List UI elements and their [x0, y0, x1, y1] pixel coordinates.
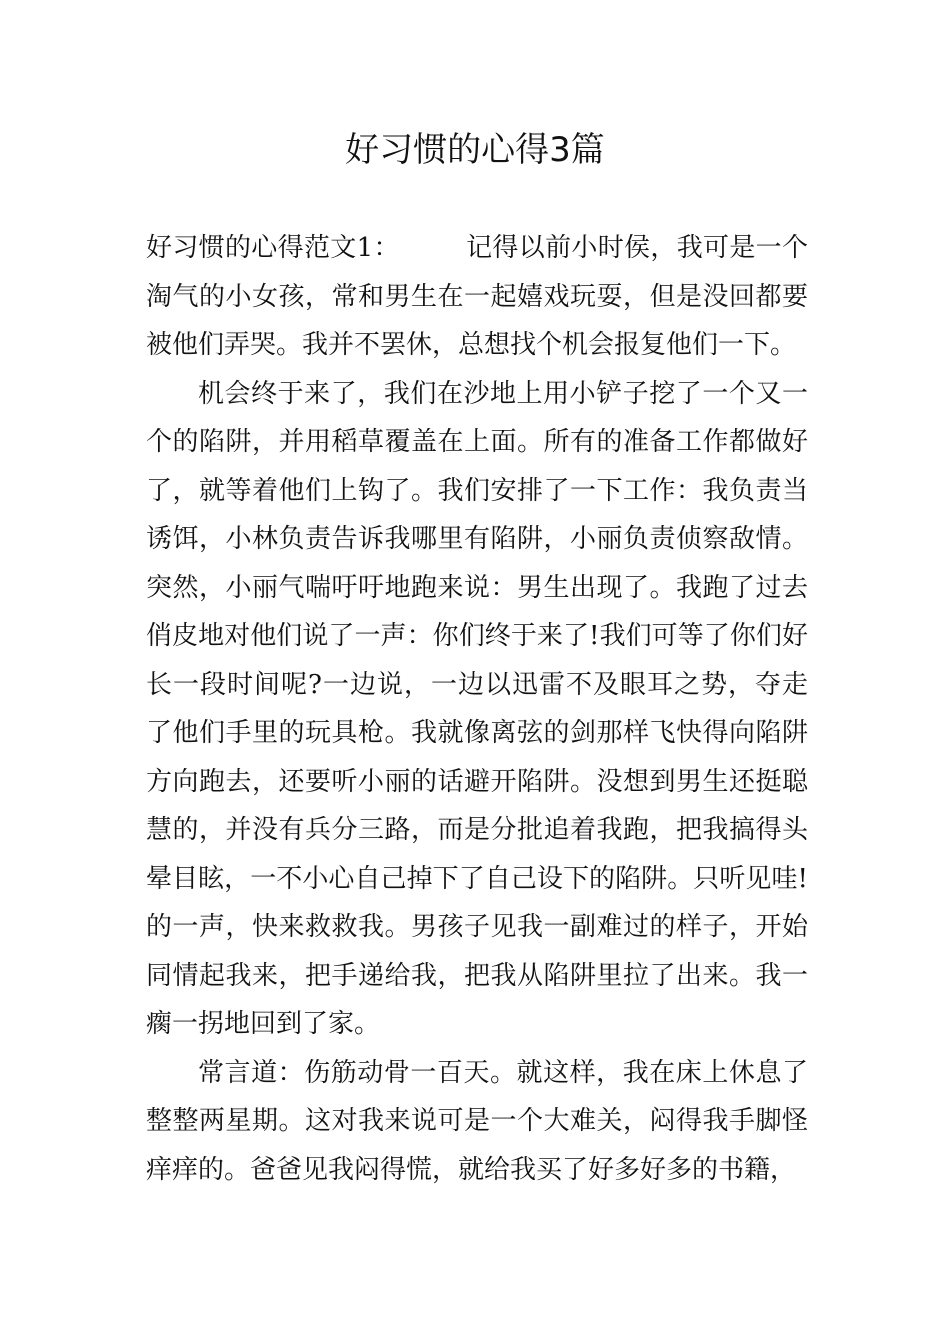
essay-label: 好习惯的心得范文1： [146, 233, 400, 263]
page-title: 好习惯的心得3篇 [345, 130, 605, 170]
document-body [146, 224, 808, 1194]
paragraph-2: 机会终于来了，我们在沙地上用小铲子挖了一个又一个的陷阱，并用稻草覆盖在上面。所有的准备工作都做好了，就等着他们上钩了。我们安排了一下工作：我负责当诱饵，小林负责告诉我哪里有陷阱，小丽负责侦察敌情。突然，小丽气喘吁吁地跑来说：男生出现了。我跑了过去俏皮地对他们说了一声：你们终于来了!我们可等了你们好长一段时间呢?一边说，一边以迅雷不及眼耳之势，夺走了他们手里的玩具枪。我就像离弦的剑那样飞快得向陷阱方向跑去，还要听小丽的话避开陷阱。没想到男生还挺聪慧的，并没有兵分三路，而是分批追着我跑，把我搞得头晕目眩，一不小心自己掉下了自己设下的陷阱。只听见哇!的一声，快来救救我。男孩子见我一副难过的样子，开始同情起我来，把手递给我，把我从陷阱里拉了出来。我一瘸一拐地回到了家。 [146, 378, 808, 1039]
paragraph-1 [146, 224, 808, 370]
paragraph-3: 常言道：伤筋动骨一百天。就这样，我在床上休息了整整两星期。这对我来说可是一个大难关，闷得我手脚怪痒痒的。爸爸见我闷得慌，就给我买了好多好多的书籍， [146, 1057, 808, 1185]
paragraph-1-text: 记得以前小时侯，我可是一个淘气的小女孩，常和男生在一起嬉戏玩耍，但是没回都要被他们弄哭。我并不罢休，总想找个机会报复他们一下。 [146, 233, 808, 360]
